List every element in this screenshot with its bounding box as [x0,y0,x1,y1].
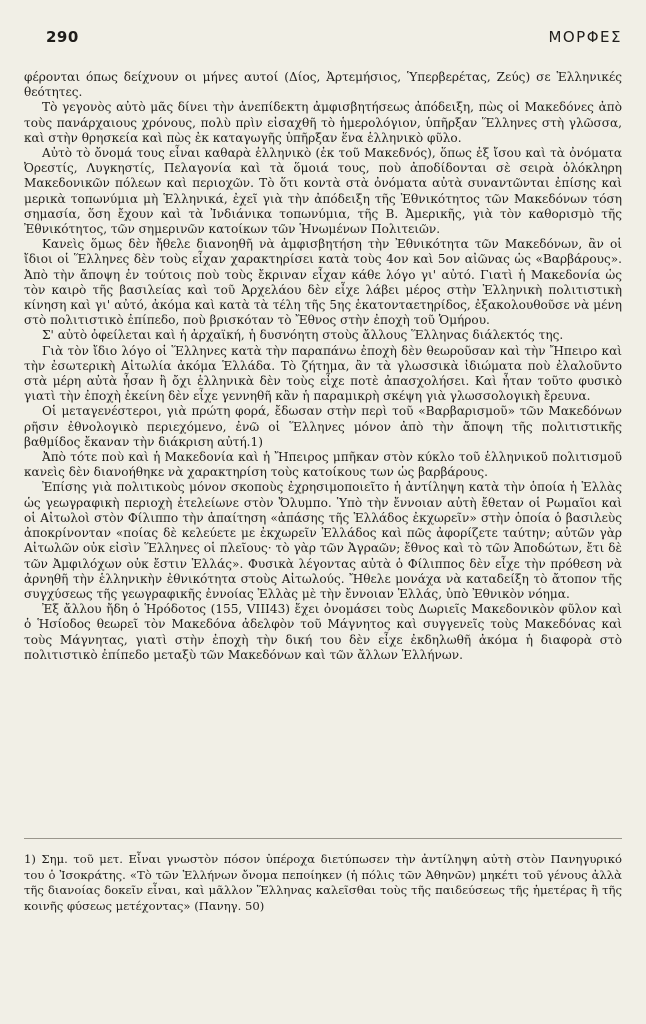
paragraph: Ἐπίσης γιὰ πολιτικοὺς μόνον σκοποὺς ἐχρησιμοποιεῖτο ἡ ἀντίληψη κατὰ τὴν ὁποία ἡ Ἑλλὰς ὡς γεωγραφικὴ περιοχὴ ἐτελείωνε στὸν Ὄλυμπο. Ὑπὸ τὴν ἔννοιαν αὐτὴ ἔθεταν οἱ Ρωμαῖοι καὶ οἱ Αἰτωλοὶ στὸν Φίλιππο τὴν ἀπαίτηση «ἀπάσης τῆς Ἑλλάδος ἐκχωρεῖν» στὴν ὁποία ὁ βασιλεὺς ἀποκρίνονταν «ποίας δὲ κελεύετε με ἐκχωρεῖν Ἑλλάδος καὶ πῶς ἀφορίζετε ταύτην; αὐτῶν γὰρ Αἰτωλῶν οὐκ εἰσὶν Ἕλληνες οἱ πλεῖους· τὸ γὰρ τῶν Ἀγραῶν; ἔθνος καὶ τὸ τῶν Ἀποδώτων, ἔτι δὲ τῶν Ἀμφιλόχων οὐκ ἔστιν Ἑλλάς». Φυσικὰ λέγοντας αὐτὰ ὁ Φίλιππος δὲν εἶχε τὴν πρόθεση νὰ ἀρνηθῆ τὴν ἑλληνικὴν ἐθνικότητα στοὺς Αἰτωλούς. Ἤθελε μονάχα νὰ καταδείξη τὸ ἄτοπον τῆς συγχύσεως τῆς γεωγραφικῆς ἐννοίας Ἑλλὰς μὲ τὴν ἔννοιαν Ἑλλάς, ὑπὸ Ἐθνικὸν νόημα. [24,480,622,601]
paragraph: Σ' αὐτὸ ὀφείλεται καὶ ἡ ἀρχαϊκή, ἡ δυσνόητη στοὺς ἄλλους Ἕλληνας διάλεκτός της. [42,328,564,343]
running-title: ΜΟΡΦΕΣ [548,28,622,46]
footnote [24,852,622,914]
body-text [24,70,622,663]
paragraph: Γιὰ τὸν ἴδιο λόγο οἱ Ἕλληνες κατὰ τὴν παραπάνω ἐποχὴ δὲν θεωροῦσαν καὶ τὴν Ἤπειρο καὶ τὴν ἐσωτερικὴ Αἰτωλία ἀκόμα Ἑλλάδα. Τὸ ζήτημα, ἂν τὰ γλωσσικὰ ἰδιώματα ποὺ ἐλαλοῦντο στὰ μέρη αὐτὰ ἦσαν ἢ ὄχι ἑλληνικὰ δὲν τοὺς εἶχε ποτὲ ἀπασχολήσει. Καὶ ἦταν τοῦτο φυσικὸ γιατὶ τὴν ἐποχὴ ἐκείνη δὲν εἶχε γεννηθῆ κἂν ἡ παραμικρὴ σκέψη γιὰ γλωσσολογικὴ ἔρευνα. [24,343,622,404]
paragraph: Ἐξ ἄλλου ἤδη ὁ Ἡρόδοτος (155, VIII43) ἔχει ὀνομάσει τοὺς Δωριεῖς Μακεδονικὸν φῦλον καὶ ὁ Ἡσίοδος θεωρεῖ τὸν Μακεδόνα ἀδελφὸν τοῦ Μάγνητος καὶ συγγενεῖς τοὺς Μακεδόνας καὶ τοὺς Μάγνητας, γιατὶ στὴν ἐποχὴ τὴν δική του δὲν εἶχε ἐκδηλωθῆ ἀκόμα ἡ διαφορὰ στὸ πολιτιστικὸ ἐπίπεδο μεταξὺ τῶν Μακεδόνων καὶ τῶν ἄλλων Ἑλλήνων. [24,602,622,662]
paragraph: Ἀπὸ τότε ποὺ καὶ ἡ Μακεδονία καὶ ἡ Ἤπειρος μπῆκαν στὸν κύκλο τοῦ ἑλληνικοῦ πολιτισμοῦ κανεὶς δὲν διανοήθηκε νὰ χαρακτηρίση τοὺς κατοίκους των ὡς βαρβάρους. [24,450,622,480]
paragraph: Κανεὶς ὅμως δὲν ἤθελε διανοηθῆ νὰ ἀμφισβητήση τὴν Ἐθνικότητα τῶν Μακεδόνων, ἂν οἱ ἴδιοι οἱ Ἕλληνες δὲν τοὺς εἶχαν χαρακτηρίσει κατὰ τοὺς 4ον καὶ 5ον αἰῶνας ὡς «Βαρβάρους». Ἀπὸ τὴν ἄποψη ἐν τούτοις ποὺ τοὺς ἔκριναν εἶχαν κάθε λόγο γι' αὐτό. Γιατὶ ἡ Μακεδονία ὡς τὸν καιρὸ τῆς βασιλείας καὶ τοῦ Ἀρχελάου δὲν εἶχε λάβει μέρος στὴν Ἑλληνικὴ πολιτιστικὴ κίνηση καὶ γι' αὐτό, ἀκόμα καὶ κατὰ τὰ τέλη τῆς 5ης ἑκατονταετηρίδος, ἐξακολουθοῦσε νὰ μένη στὸ πολιτιστικὸ ἐπίπεδο, ποὺ βρισκόταν τὸ Ἔθνος στὴν ἐποχὴ τοῦ Ὁμήρου. [24,237,622,328]
paragraph: φέρονται όπως δείχνουν οι μήνες αυτοί (Δίος, Ἀρτεμήσιος, Ὑπερβερέτας, Ζεύς) σε Ἑλληνικές θεότητες. [24,70,622,100]
paragraph: Τὸ γεγονὸς αὐτὸ μᾶς δίνει τὴν ἀνεπίδεκτη ἀμφισβητήσεως ἀπόδειξη, πὼς οἱ Μακεδόνες ἀπὸ τοὺς πανάρχαιους χρόνους, πολὺ πρὶν εἰσαχθῆ τὸ ἡμερολόγιον, ὑπῆρξαν Ἕλληνες στὴ γλῶσσα, καὶ στὴν θρησκεία καὶ πὼς ἐκ καταγωγῆς ὑπῆρξαν ἕνα ἑλληνικὸ φῦλο. [24,100,622,145]
footnote-text: 1) Σημ. τοῦ μετ. Εἶναι γνωστὸν πόσον ὑπέροχα διετύπωσεν τὴν ἀντίληψη αὐτὴ στὸν Πανηγυρικό του ὁ Ἰσοκράτης. «Τὸ τῶν Ἑλλήνων ὄνομα πεποίηκεν (ἡ πόλις τῶν Ἀθηνῶν) μηκέτι τοῦ γένους ἀλλὰ τῆς διανοίας δοκεῖν εἶναι, καὶ μᾶλλον Ἕλληνας καλεῖσθαι τοὺς τῆς παιδεύσεως τῆς ἡμετέρας ἢ τῆς κοινῆς φύσεως μετέχοντας» (Πανηγ. 50) [24,852,622,913]
paragraph: Αὐτὸ τὸ ὄνομά τους εἶναι καθαρὰ ἑλληνικὸ (ἐκ τοῦ Μακεδνός), ὅπως ἐξ ἴσου καὶ τὰ ὀνόματα Ὀρεστίς, Λυγκηστίς, Πελαγονία καὶ τὰ ὅμοιά τους, ποὺ ἀποδίδονται σὲ σειρὰ ὁλόκληρη Μακεδονικῶν πόλεων καὶ περιοχῶν. Τὸ ὅτι κοντὰ στὰ ὀνόματα αὐτὰ συναντῶνται ἐπίσης καὶ μερικὰ τοπωνύμια μὴ Ἑλληνικά, ἐχεῖ γιὰ τὴν ἀπόδειξη τῆς Ἐθνικότητος τῶν Μακεδόνων τόση σημασία, ὅση ἔχουν καὶ τὰ Ἰνδιάνικα τοπωνύμια, τῆς Β. Ἀμερικῆς, γιὰ τὸν καθορισμὸ τῆς Ἐθνικότητος, τῶν σημερινῶν κατοίκων τῶν Ἡνωμένων Πολιτειῶν. [24,146,622,237]
page-number: 290 [46,28,79,46]
paragraph: Οἱ μεταγενέστεροι, γιὰ πρώτη φορά, ἔδωσαν στὴν περὶ τοῦ «Βαρβαρισμοῦ» τῶν Μακεδόνων ρῆσιν ἐθνολογικὸ περιεχόμενο, ἐνῶ οἱ Ἕλληνες μόνον ἀπὸ τὴν ἄποψη τῆς πολιτιστικῆς βαθμίδος ἔκαναν τὴν διάκριση αὐτή.1) [24,404,622,449]
page-header [46,28,622,50]
footnote-divider [24,838,622,839]
